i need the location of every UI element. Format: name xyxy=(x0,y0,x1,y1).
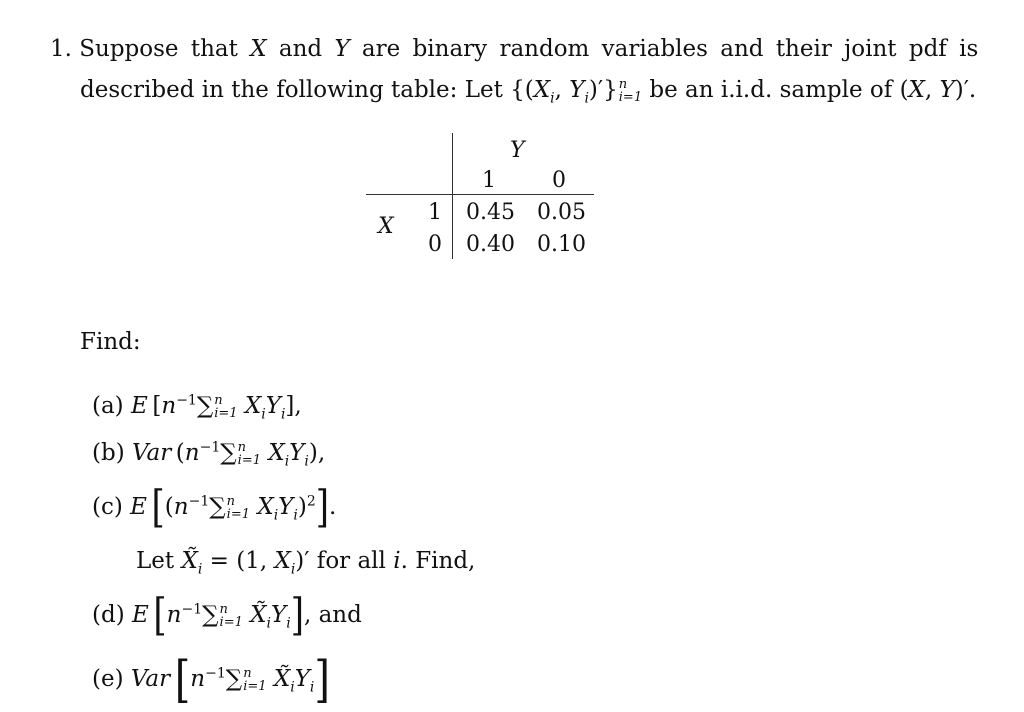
table-cell: 0.45 xyxy=(466,200,515,225)
table-cell: 0.10 xyxy=(537,232,586,257)
part-let-statement: Let $X̃_i = (1$, $X_i)'$ for all i. Find, xyxy=(136,548,476,578)
find-label: Find: xyxy=(80,329,141,355)
part-d-label: (d) xyxy=(92,602,125,628)
problem-intro-line2: described in the following table: Let {($X_i$, $Y_i)'$} n i=1 be an i.i.d. sample of (X, Y)′. xyxy=(80,77,977,107)
table-row-header-0: 0 xyxy=(428,232,442,257)
table-row-variable: X xyxy=(378,214,394,239)
table-col-header-0: 0 xyxy=(552,168,566,193)
part-c-label: (c) xyxy=(92,494,123,520)
part-b: (b) Var ($n^{-1}\sum$ n i=1 $X_iY_i$), xyxy=(92,439,326,470)
table-col-header-1: 1 xyxy=(482,168,496,193)
part-a: (a) E [$n^{-1}\sum$ n i=1 $X_iY_i$], xyxy=(92,392,302,423)
part-e-label: (e) xyxy=(92,666,124,692)
table-col-variable: Y xyxy=(510,138,525,163)
problem-intro-line1: 1. Suppose that X and Y are binary random variables and their joint pdf is xyxy=(50,36,979,62)
table-horizontal-rule xyxy=(366,194,594,195)
table-cell: 0.05 xyxy=(537,200,586,225)
part-e: (e) Var [$n^{-1}\sum$ n i=1 $X̃_iY_i$] xyxy=(92,651,330,709)
table-vertical-rule xyxy=(452,133,453,259)
problem-number: 1. xyxy=(50,36,72,62)
part-d: (d) E [$n^{-1}\sum$ n i=1 $X̃_iY_i$], and xyxy=(92,589,362,641)
part-b-label: (b) xyxy=(92,440,125,466)
part-a-label: (a) xyxy=(92,393,124,419)
table-cell: 0.40 xyxy=(466,232,515,257)
table-row-header-1: 1 xyxy=(428,200,442,225)
part-c: (c) E [($n^{-1}\sum$ n i=1 $X_iY_i)^2$]. xyxy=(92,481,337,533)
part-d-and: , and xyxy=(303,602,362,628)
